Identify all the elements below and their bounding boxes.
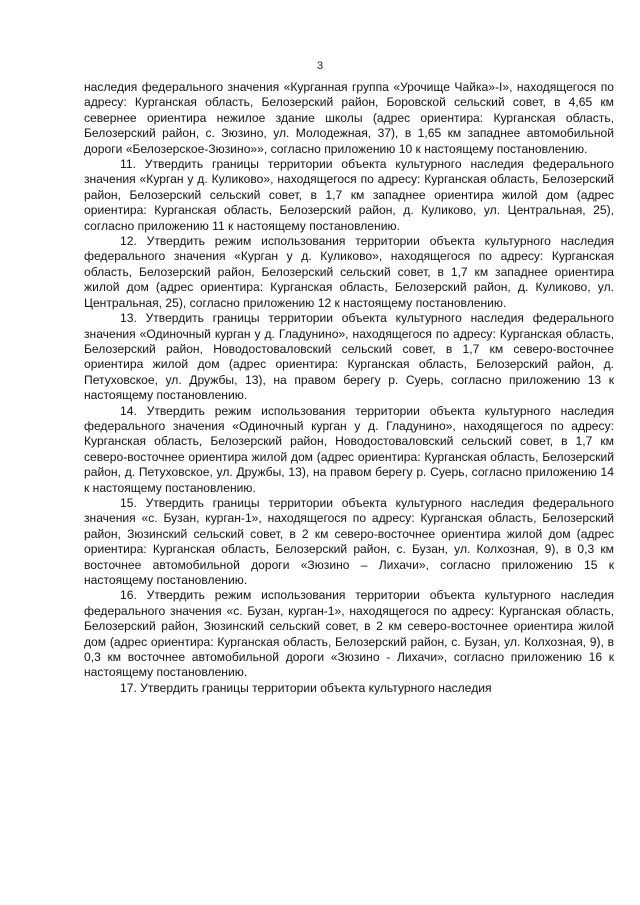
paragraph-14: 14. Утвердить режим использования территории объекта культурного наследия федерального значения «Одиночный курган у д. Гладунино», находящегося по адресу: Курганская область, Белозерский район, Новодостоваловский сельский совет, в 1,7 км северо-восточнее ориентира жилой дом (адрес ориентира: Курганская область, Белозерский район, д. Петуховское, ул. Дружбы, 13), на правом берегу р. Суерь, согласно приложению 14 к настоящему постановлению. (84, 403, 614, 495)
paragraph-16: 16. Утвердить режим использования территории объекта культурного наследия федерального значения «с. Бузан, курган-1», находящегося по адресу: Курганская область, Белозерский район, Зюзинский сельский совет, в 2 км северо-восточнее ориентира жилой дом (адрес ориентира: Курганская область, Белозерский район, с. Бузан, ул. Колхозная, 9), в 0,3 км восточнее автомобильной дороги «Зюзино - Лихачи», согласно приложению 16 к настоящему постановлению. (84, 588, 614, 680)
document-body (84, 80, 614, 696)
paragraph-15: 15. Утвердить границы территории объекта культурного наследия федерального значения «с. Бузан, курган-1», находящегося по адресу: Курганская область, Белозерский район, Зюзинский сельский совет, в 2 км северо-восточнее ориентира жилой дом (адрес ориентира: Курганская область, Белозерский район, с. Бузан, ул. Колхозная, 9), в 0,3 км восточнее автомобильной дороги «Зюзино – Лихачи», согласно приложению 15 к настоящему постановлению. (84, 495, 614, 587)
paragraph-17: 17. Утвердить границы территории объекта культурного наследия (120, 680, 492, 695)
paragraph-continuation: наследия федерального значения «Курганная группа «Урочище Чайка»-I», находящегося по адресу: Курганская область, Белозерский район, Боровской сельский совет, в 4,65 км севернее ориентира нежилое здание школы (адрес ориентира: Курганская область, Белозерский район, с. Зюзино, ул. Молодежная, 37), в 1,65 км западнее автомобильной дороги «Белозерское-Зюзино»», согласно приложению 10 к настоящему постановлению. (84, 80, 614, 156)
page-number: 3 (316, 60, 324, 72)
paragraph-11: 11. Утвердить границы территории объекта культурного наследия федерального значения «Курган у д. Куликово», находящегося по адресу: Курганская область, Белозерский район, Белозерский сельский совет, в 1,7 км западнее ориентира жилой дом (адрес ориентира: Курганская область, Белозерский район, д. Куликово, ул. Центральная, 25), согласно приложению 11 к настоящему постановлению. (84, 157, 614, 233)
paragraph-12: 12. Утвердить режим использования территории объекта культурного наследия федерального значения «Курган у д. Куликово», находящегося по адресу: Курганская область, Белозерский район, Белозерский сельский совет, в 1,7 км западнее ориентира жилой дом (адрес ориентира: Курганская область, Белозерский район, д. Куликово, ул. Центральная, 25), согласно приложению 12 к настоящему постановлению. (84, 234, 614, 310)
paragraph-13: 13. Утвердить границы территории объекта культурного наследия федерального значения «Одиночный курган у д. Гладунино», находящегося по адресу: Курганская область, Белозерский район, Новодостоваловский сельский совет, в 1,7 км северо-восточнее ориентира жилой дом (адрес ориентира: Курганская область, Белозерский район, д. Петуховское, ул. Дружбы, 13), на правом берегу р. Суерь, согласно приложению 13 к настоящему постановлению. (84, 311, 614, 403)
